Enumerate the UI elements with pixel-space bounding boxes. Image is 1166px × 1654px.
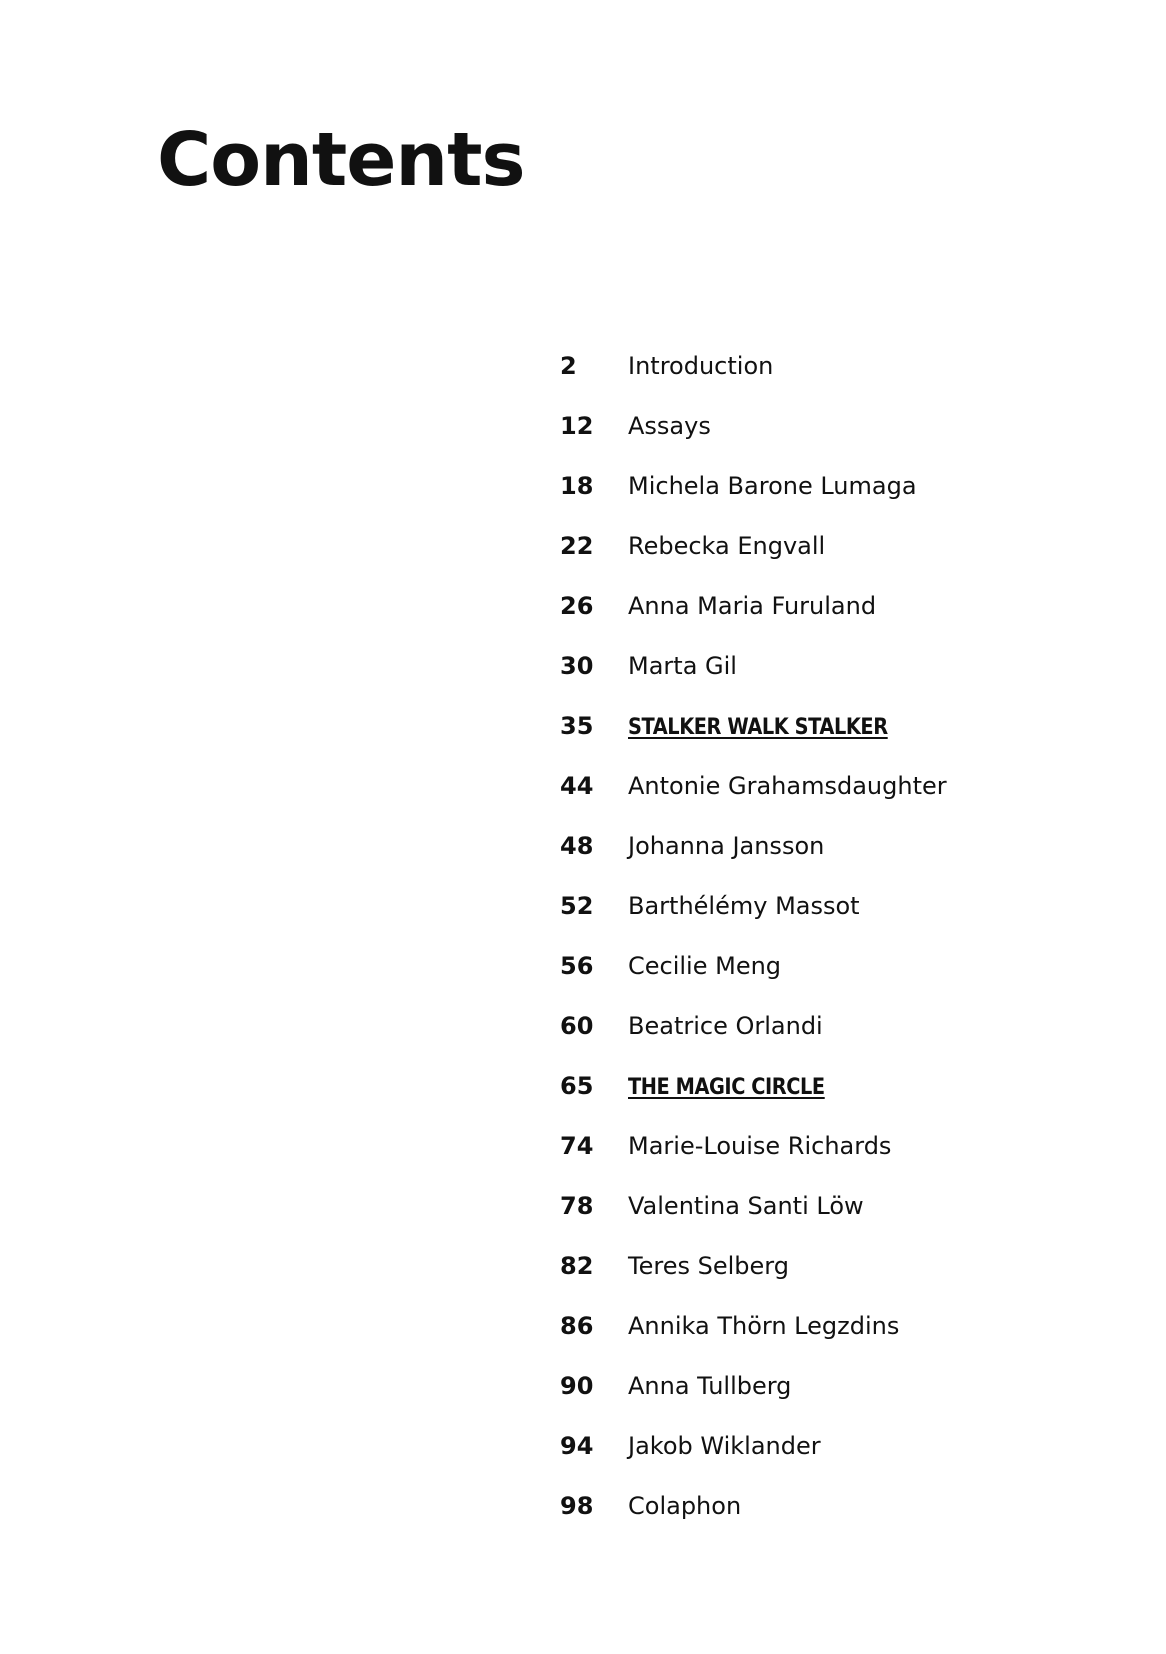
toc-page-number: 98	[560, 1492, 594, 1520]
toc-entry-title: Barthélémy Massot	[628, 892, 860, 920]
toc-page-number: 22	[560, 532, 594, 560]
toc-entry-title: Antonie Grahamsdaughter	[628, 772, 947, 800]
toc-section-entry	[560, 1056, 1120, 1116]
toc-entry	[560, 336, 1120, 396]
toc-entry	[560, 1176, 1120, 1236]
toc-entry-title: Rebecka Engvall	[628, 532, 826, 560]
toc-entry-title: Anna Maria Furuland	[628, 592, 877, 620]
toc-entry	[560, 876, 1120, 936]
toc-page-number: 90	[560, 1372, 594, 1400]
toc-page-number: 2	[560, 352, 577, 380]
toc-entry-title: Annika Thörn Legzdins	[628, 1312, 900, 1340]
toc-section-title: STALKER WALK STALKER	[628, 715, 888, 740]
page-title: Contents	[157, 117, 525, 203]
toc-entry	[560, 816, 1120, 876]
toc-section-entry	[560, 696, 1120, 756]
toc-page-number: 82	[560, 1252, 594, 1280]
toc-entry	[560, 516, 1120, 576]
toc-entry	[560, 1356, 1120, 1416]
toc-page-number: 48	[560, 832, 594, 860]
toc-page-number: 18	[560, 472, 594, 500]
toc-entry	[560, 396, 1120, 456]
toc-entry-title: Introduction	[628, 352, 774, 380]
table-of-contents	[560, 336, 1120, 1536]
toc-entry-title: Michela Barone Lumaga	[628, 472, 917, 500]
toc-entry	[560, 456, 1120, 516]
toc-page-number: 52	[560, 892, 594, 920]
toc-entry	[560, 636, 1120, 696]
toc-entry-title: Assays	[628, 412, 711, 440]
toc-entry-title: Cecilie Meng	[628, 952, 782, 980]
toc-entry	[560, 996, 1120, 1056]
toc-section-title: THE MAGIC CIRCLE	[628, 1075, 825, 1100]
toc-page-number: 74	[560, 1132, 594, 1160]
toc-entry-title: Jakob Wiklander	[628, 1432, 821, 1460]
toc-entry-title: Colaphon	[628, 1492, 742, 1520]
toc-page-number: 94	[560, 1432, 594, 1460]
toc-page-number: 65	[560, 1072, 594, 1100]
toc-entry-title: Marie-Louise Richards	[628, 1132, 892, 1160]
toc-entry-title: Teres Selberg	[628, 1252, 789, 1280]
toc-entry-title: Johanna Jansson	[628, 832, 825, 860]
toc-page-number: 56	[560, 952, 594, 980]
toc-page-number: 44	[560, 772, 594, 800]
toc-entry	[560, 1416, 1120, 1476]
toc-entry-title: Beatrice Orlandi	[628, 1012, 823, 1040]
toc-entry	[560, 1476, 1120, 1536]
toc-page-number: 26	[560, 592, 594, 620]
toc-entry	[560, 756, 1120, 816]
toc-page-number: 30	[560, 652, 594, 680]
toc-page-number: 86	[560, 1312, 594, 1340]
toc-entry	[560, 1116, 1120, 1176]
toc-page-number: 35	[560, 712, 594, 740]
toc-entry-title: Anna Tullberg	[628, 1372, 792, 1400]
toc-entry	[560, 576, 1120, 636]
toc-entry	[560, 1296, 1120, 1356]
toc-page-number: 12	[560, 412, 594, 440]
toc-entry	[560, 936, 1120, 996]
toc-entry	[560, 1236, 1120, 1296]
toc-entry-title: Marta Gil	[628, 652, 737, 680]
toc-page-number: 78	[560, 1192, 594, 1220]
toc-entry-title: Valentina Santi Löw	[628, 1192, 864, 1220]
toc-page-number: 60	[560, 1012, 594, 1040]
